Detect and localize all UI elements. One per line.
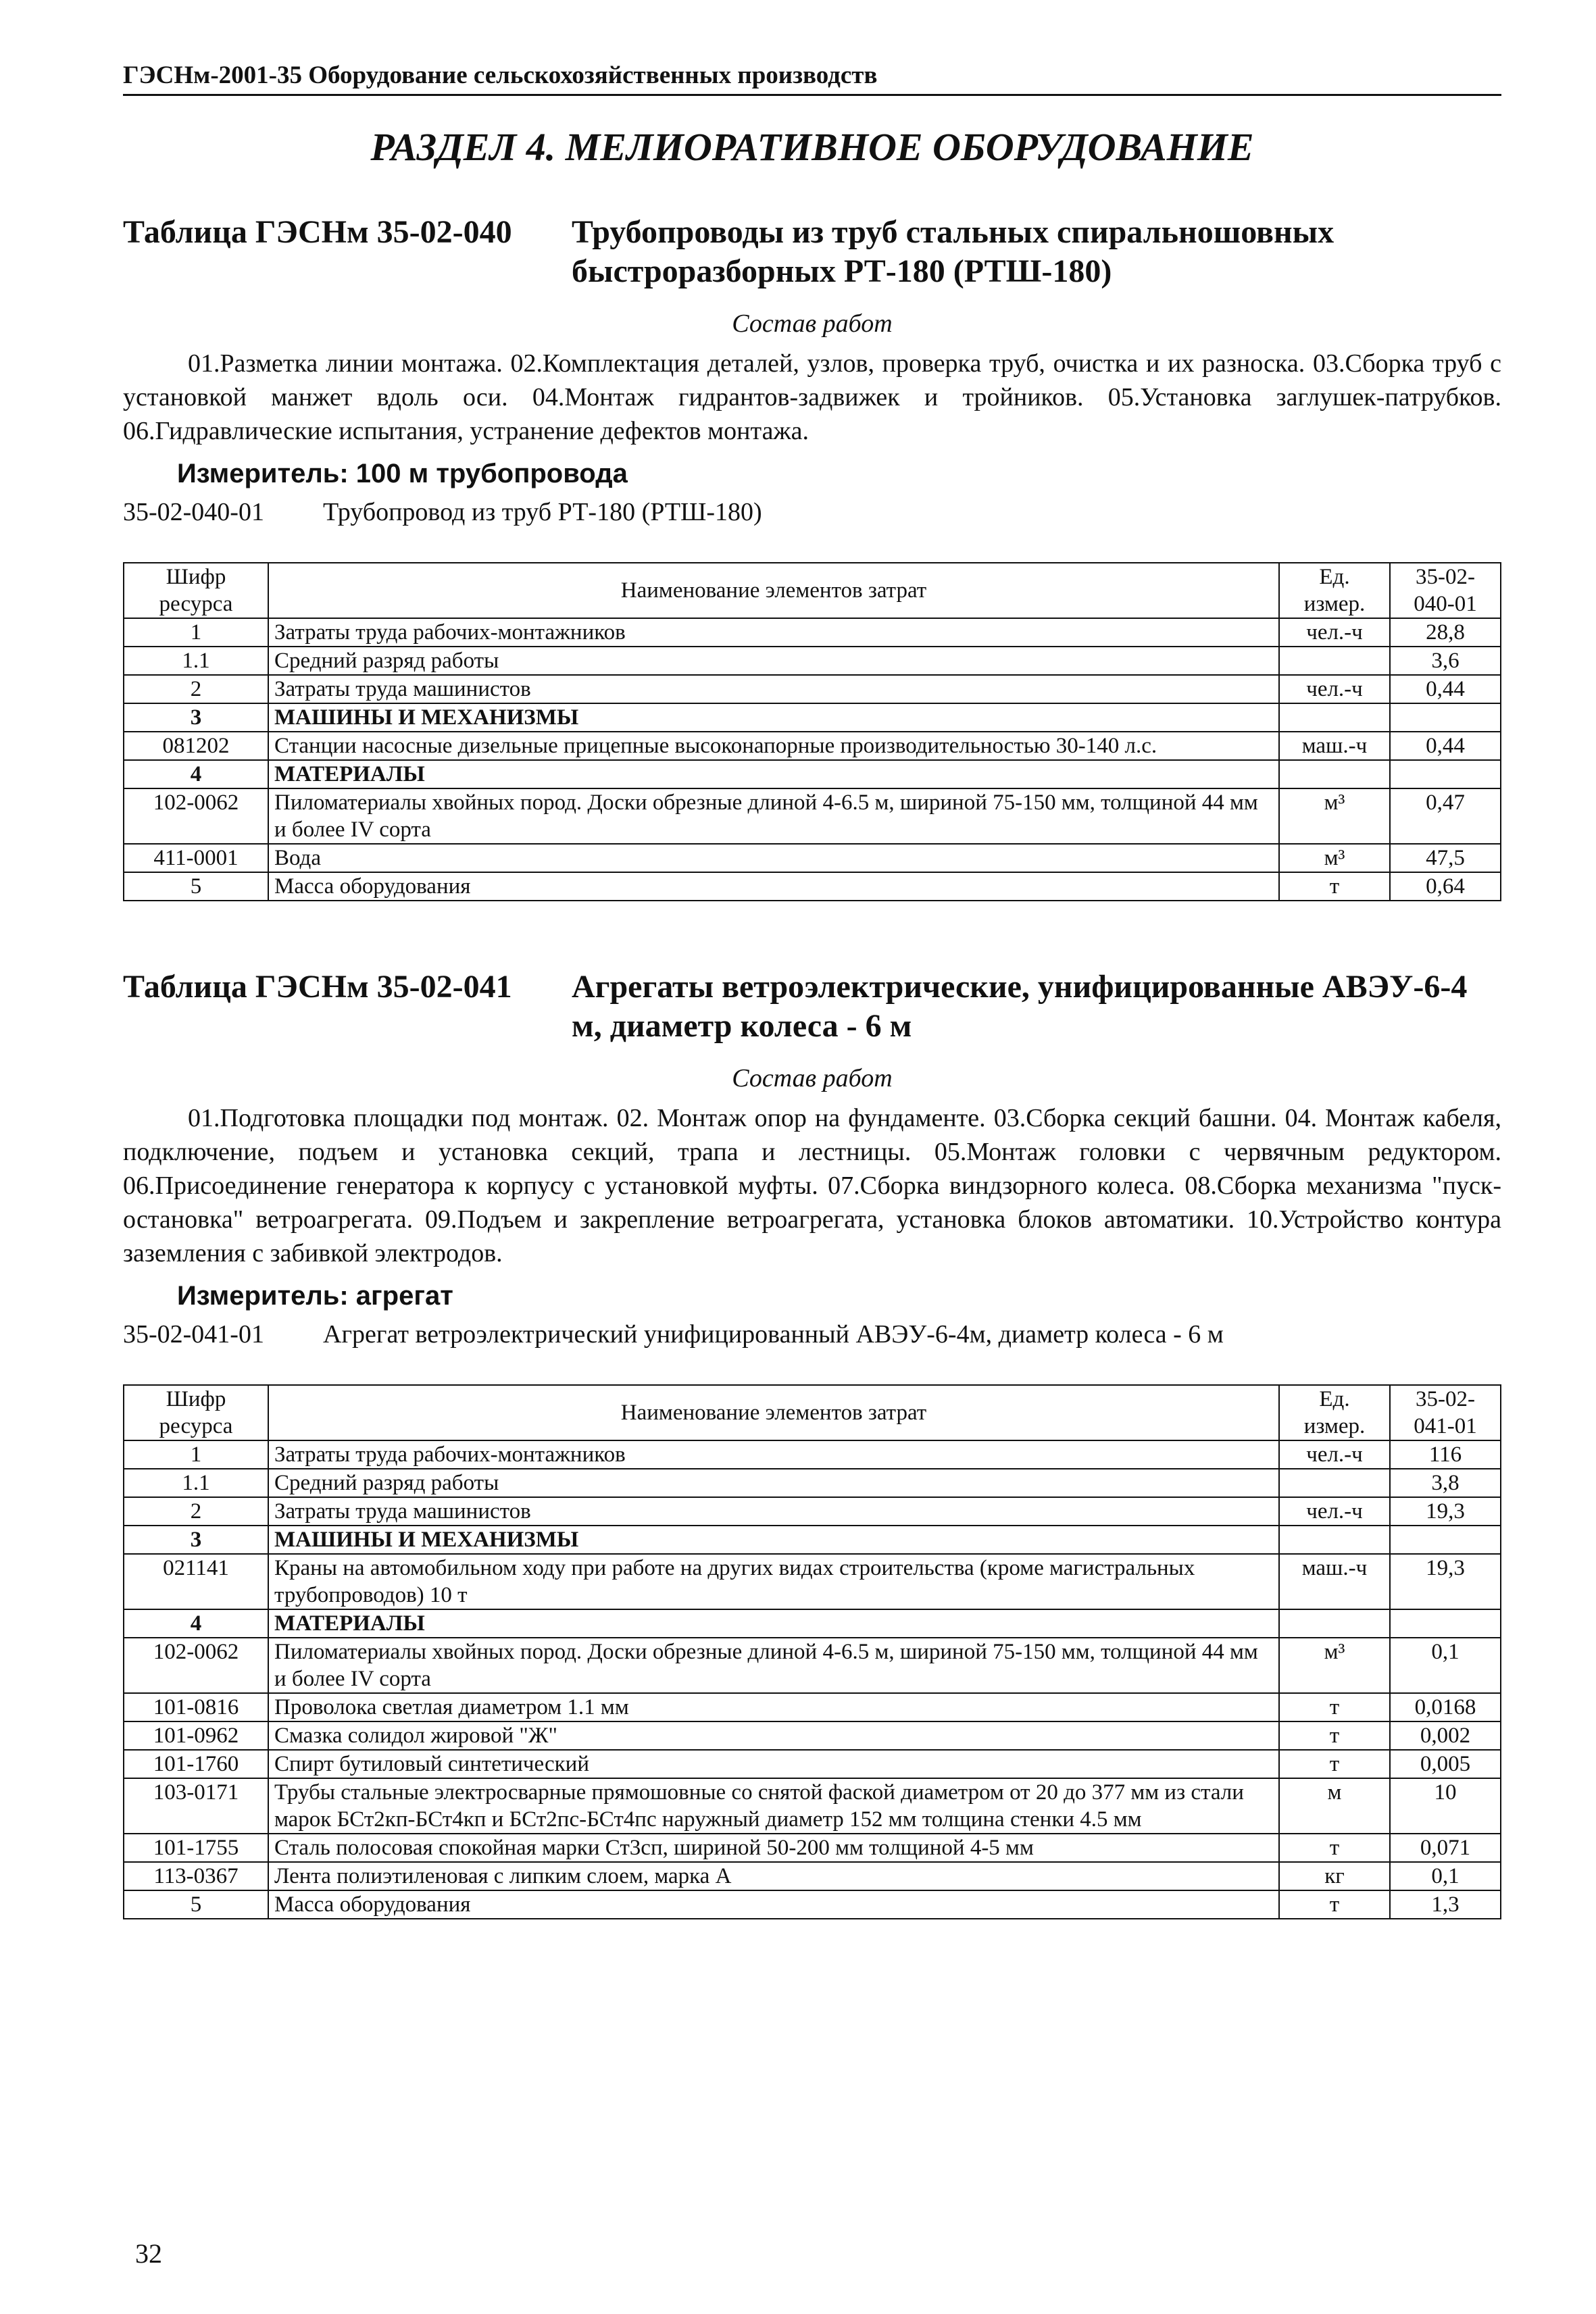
cell-unit bbox=[1279, 760, 1390, 788]
table-row bbox=[124, 647, 1501, 675]
cell-name: Проволока светлая диаметром 1.1 мм bbox=[268, 1693, 1279, 1721]
cell-code: 4 bbox=[124, 760, 268, 788]
table-row bbox=[124, 1693, 1501, 1721]
cell-name: МАШИНЫ И МЕХАНИЗМЫ bbox=[268, 703, 1279, 732]
cell-unit: чел.-ч bbox=[1279, 675, 1390, 703]
table1-heading bbox=[123, 213, 1501, 291]
cell-name: Спирт бутиловый синтетический bbox=[268, 1750, 1279, 1778]
table1-body bbox=[124, 618, 1501, 901]
table-row bbox=[124, 844, 1501, 872]
table-row bbox=[124, 1609, 1501, 1638]
cell-unit: т bbox=[1279, 1834, 1390, 1862]
document-page bbox=[123, 61, 1501, 1919]
table-row bbox=[124, 760, 1501, 788]
cell-value: 0,1 bbox=[1390, 1638, 1501, 1693]
cell-unit: т bbox=[1279, 1693, 1390, 1721]
cell-value: 3,6 bbox=[1390, 647, 1501, 675]
cell-value: 0,071 bbox=[1390, 1834, 1501, 1862]
table-row bbox=[124, 1862, 1501, 1890]
cell-name: Пиломатериалы хвойных пород. Доски обрезные длиной 4-6.5 м, шириной 75-150 мм, толщиной 44 мм и более IV сорта bbox=[268, 1638, 1279, 1693]
table1-meter: Измеритель: 100 м трубопровода bbox=[177, 459, 628, 488]
cell-unit: м bbox=[1279, 1778, 1390, 1834]
header-name: Наименование элементов затрат bbox=[268, 563, 1279, 618]
table-row bbox=[124, 1526, 1501, 1554]
table2-sostav-label: Состав работ bbox=[732, 1064, 893, 1092]
cell-value: 19,3 bbox=[1390, 1497, 1501, 1526]
table2-grid bbox=[123, 1384, 1501, 1919]
table-row bbox=[124, 618, 1501, 647]
section-title: РАЗДЕЛ 4. МЕЛИОРАТИВНОЕ ОБОРУДОВАНИЕ bbox=[370, 125, 1254, 169]
table-row bbox=[124, 675, 1501, 703]
table1-code: Таблица ГЭСНм 35-02-040 bbox=[123, 214, 512, 250]
table1-position-code: 35-02-040-01 bbox=[123, 498, 264, 526]
cell-value: 3,8 bbox=[1390, 1469, 1501, 1497]
table2-code: Таблица ГЭСНм 35-02-041 bbox=[123, 969, 512, 1005]
cell-unit bbox=[1279, 703, 1390, 732]
cell-code: 1 bbox=[124, 1440, 268, 1469]
cell-unit: м³ bbox=[1279, 844, 1390, 872]
cell-code: 5 bbox=[124, 872, 268, 901]
running-header: ГЭСНм-2001-35 Оборудование сельскохозяйственных производств bbox=[123, 61, 1501, 96]
cell-code: 3 bbox=[124, 1526, 268, 1554]
cell-unit: маш.-ч bbox=[1279, 1554, 1390, 1609]
table2-title: Агрегаты ветроэлектрические, унифицированные АВЭУ-6-4 м, диаметр колеса - 6 м bbox=[572, 969, 1468, 1044]
cell-code: 101-0816 bbox=[124, 1693, 268, 1721]
cell-value: 116 bbox=[1390, 1440, 1501, 1469]
cell-code: 1 bbox=[124, 618, 268, 647]
table1-sostav-label: Состав работ bbox=[732, 309, 893, 338]
cell-value: 0,47 bbox=[1390, 788, 1501, 844]
cell-value bbox=[1390, 760, 1501, 788]
cell-name: Затраты труда рабочих-монтажников bbox=[268, 1440, 1279, 1469]
cell-name: Трубы стальные электросварные прямошовные со снятой фаской диаметром от 20 до 377 мм из стали марок БСт2кп-БСт4кп и БСт2пс-БСт4пс наружный диаметр 152 мм толщина стенки 4.5 мм bbox=[268, 1778, 1279, 1834]
cell-unit bbox=[1279, 1469, 1390, 1497]
cell-name: Затраты труда рабочих-монтажников bbox=[268, 618, 1279, 647]
table1-title: Трубопроводы из труб стальных спиральношовных быстроразборных РТ-180 (РТШ-180) bbox=[572, 214, 1335, 289]
cell-code: 5 bbox=[124, 1890, 268, 1919]
cell-value bbox=[1390, 703, 1501, 732]
cell-code: 101-0962 bbox=[124, 1721, 268, 1750]
cell-name: Масса оборудования bbox=[268, 872, 1279, 901]
table-row bbox=[124, 1721, 1501, 1750]
cell-name: Затраты труда машинистов bbox=[268, 1497, 1279, 1526]
cell-value: 0,44 bbox=[1390, 675, 1501, 703]
cell-unit bbox=[1279, 647, 1390, 675]
table2-body bbox=[124, 1440, 1501, 1919]
table-row bbox=[124, 872, 1501, 901]
header-value: 35-02- 041-01 bbox=[1390, 1385, 1501, 1440]
table-row bbox=[124, 1890, 1501, 1919]
table1-header-row bbox=[124, 563, 1501, 618]
table-row bbox=[124, 1750, 1501, 1778]
cell-unit: т bbox=[1279, 1890, 1390, 1919]
cell-name: Станции насосные дизельные прицепные высоконапорные производительностью 30-140 л.с. bbox=[268, 732, 1279, 760]
table1-works: 01.Разметка линии монтажа. 02.Комплектация деталей, узлов, проверка труб, очистка и их разноска. 03.Сборка труб с установкой манжет вдоль оси. 04.Монтаж гидрантов-задвижек и тройников. 05.Установка заглушек-патрубков. 06.Гидравлические испытания, устранение дефектов монтажа. bbox=[123, 349, 1501, 445]
cell-code: 103-0171 bbox=[124, 1778, 268, 1834]
cell-unit: кг bbox=[1279, 1862, 1390, 1890]
cell-unit: т bbox=[1279, 1721, 1390, 1750]
cell-value: 0,64 bbox=[1390, 872, 1501, 901]
table-row bbox=[124, 1440, 1501, 1469]
cell-name: МАТЕРИАЛЫ bbox=[268, 1609, 1279, 1638]
cell-value bbox=[1390, 1526, 1501, 1554]
cell-value: 0,44 bbox=[1390, 732, 1501, 760]
cell-unit: чел.-ч bbox=[1279, 1440, 1390, 1469]
table-row bbox=[124, 1469, 1501, 1497]
cell-name: МАТЕРИАЛЫ bbox=[268, 760, 1279, 788]
cell-name: Пиломатериалы хвойных пород. Доски обрезные длиной 4-6.5 м, шириной 75-150 мм, толщиной 44 мм и более IV сорта bbox=[268, 788, 1279, 844]
cell-value: 19,3 bbox=[1390, 1554, 1501, 1609]
header-name: Наименование элементов затрат bbox=[268, 1385, 1279, 1440]
cell-value: 28,8 bbox=[1390, 618, 1501, 647]
cell-name: МАШИНЫ И МЕХАНИЗМЫ bbox=[268, 1526, 1279, 1554]
cell-code: 3 bbox=[124, 703, 268, 732]
cell-unit: м³ bbox=[1279, 1638, 1390, 1693]
cell-code: 4 bbox=[124, 1609, 268, 1638]
cell-value bbox=[1390, 1609, 1501, 1638]
cell-name: Вода bbox=[268, 844, 1279, 872]
cell-unit: т bbox=[1279, 1750, 1390, 1778]
cell-code: 2 bbox=[124, 1497, 268, 1526]
cell-value: 0,1 bbox=[1390, 1862, 1501, 1890]
table1-position bbox=[123, 496, 1501, 528]
cell-value: 1,3 bbox=[1390, 1890, 1501, 1919]
cell-code: 102-0062 bbox=[124, 1638, 268, 1693]
cell-value: 10 bbox=[1390, 1778, 1501, 1834]
table-row bbox=[124, 703, 1501, 732]
table1-grid bbox=[123, 562, 1501, 901]
cell-value: 47,5 bbox=[1390, 844, 1501, 872]
table-row bbox=[124, 1834, 1501, 1862]
table-row bbox=[124, 1497, 1501, 1526]
table2-position-name: Агрегат ветроэлектрический унифицированный АВЭУ-6-4м, диаметр колеса - 6 м bbox=[323, 1320, 1224, 1349]
cell-name: Масса оборудования bbox=[268, 1890, 1279, 1919]
cell-code: 081202 bbox=[124, 732, 268, 760]
cell-code: 101-1755 bbox=[124, 1834, 268, 1862]
table2-meter: Измеритель: агрегат bbox=[177, 1281, 453, 1311]
table-row bbox=[124, 732, 1501, 760]
table-row bbox=[124, 788, 1501, 844]
table2-heading bbox=[123, 967, 1501, 1046]
cell-name: Лента полиэтиленовая с липким слоем, марка А bbox=[268, 1862, 1279, 1890]
table-row bbox=[124, 1778, 1501, 1834]
table2-header-row bbox=[124, 1385, 1501, 1440]
cell-unit: т bbox=[1279, 872, 1390, 901]
header-value: 35-02- 040-01 bbox=[1390, 563, 1501, 618]
table1-position-name: Трубопровод из труб РТ-180 (РТШ-180) bbox=[323, 498, 762, 526]
header-unit: Ед. измер. bbox=[1279, 563, 1390, 618]
cell-unit: м³ bbox=[1279, 788, 1390, 844]
cell-value: 0,0168 bbox=[1390, 1693, 1501, 1721]
cell-code: 411-0001 bbox=[124, 844, 268, 872]
table-row bbox=[124, 1638, 1501, 1693]
cell-code: 1.1 bbox=[124, 647, 268, 675]
cell-value: 0,005 bbox=[1390, 1750, 1501, 1778]
cell-code: 113-0367 bbox=[124, 1862, 268, 1890]
cell-code: 101-1760 bbox=[124, 1750, 268, 1778]
cell-code: 021141 bbox=[124, 1554, 268, 1609]
cell-name: Смазка солидол жировой "Ж" bbox=[268, 1721, 1279, 1750]
page-number: 32 bbox=[135, 2238, 162, 2269]
table2-works: 01.Подготовка площадки под монтаж. 02. Монтаж опор на фундаменте. 03.Сборка секций башни. 04. Монтаж кабеля, подключение, подъем и установка секций, трапа и лестницы. 05.Монтаж головки с червячным редуктором. 06.Присоединение генератора к корпусу с установкой муфты. 07.Сборка виндзорного колеса. 08.Сборка механизма "пуск-остановка" ветроагрегата. 09.Подъем и закрепление ветроагрегата, установка блоков автоматики. 10.Устройство контура заземления с забивкой электродов. bbox=[123, 1104, 1501, 1267]
header-code: Шифр ресурса bbox=[124, 563, 268, 618]
cell-unit bbox=[1279, 1609, 1390, 1638]
header-unit: Ед. измер. bbox=[1279, 1385, 1390, 1440]
cell-unit: маш.-ч bbox=[1279, 732, 1390, 760]
table2-position bbox=[123, 1318, 1501, 1351]
cell-unit: чел.-ч bbox=[1279, 1497, 1390, 1526]
cell-code: 2 bbox=[124, 675, 268, 703]
table2-position-code: 35-02-041-01 bbox=[123, 1320, 264, 1349]
cell-unit bbox=[1279, 1526, 1390, 1554]
cell-code: 102-0062 bbox=[124, 788, 268, 844]
cell-name: Средний разряд работы bbox=[268, 647, 1279, 675]
cell-unit: чел.-ч bbox=[1279, 618, 1390, 647]
cell-code: 1.1 bbox=[124, 1469, 268, 1497]
table-row bbox=[124, 1554, 1501, 1609]
cell-name: Сталь полосовая спокойная марки Ст3сп, шириной 50-200 мм толщиной 4-5 мм bbox=[268, 1834, 1279, 1862]
cell-value: 0,002 bbox=[1390, 1721, 1501, 1750]
header-code: Шифр ресурса bbox=[124, 1385, 268, 1440]
cell-name: Затраты труда машинистов bbox=[268, 675, 1279, 703]
cell-name: Краны на автомобильном ходу при работе на других видах строительства (кроме магистральных трубопроводов) 10 т bbox=[268, 1554, 1279, 1609]
cell-name: Средний разряд работы bbox=[268, 1469, 1279, 1497]
